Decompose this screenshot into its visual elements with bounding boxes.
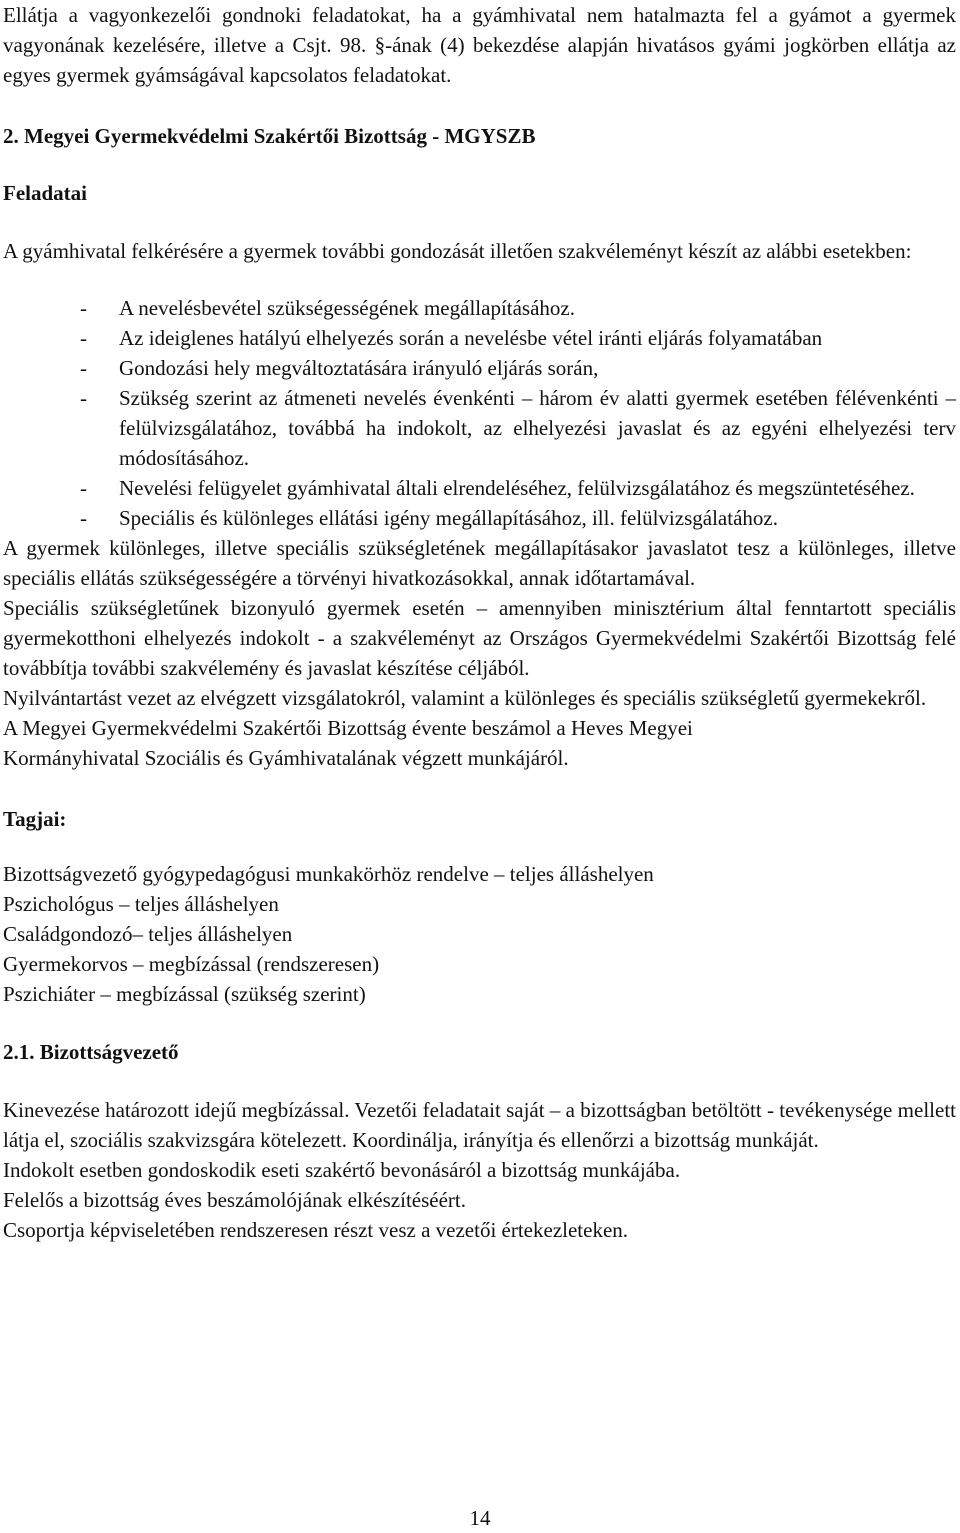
duty-line: Felelős a bizottság éves beszámolójának elkészítéséért.	[3, 1188, 466, 1212]
report-paragraph	[3, 713, 956, 773]
members-heading: Tagjai:	[3, 807, 67, 831]
records-paragraph: Nyilvántartást vezet az elvégzett vizsgálatokról, valamint a különleges és speciális szükségletű gyermekekről.	[3, 686, 927, 710]
intro-paragraph: Ellátja a vagyonkezelői gondnoki feladatokat, ha a gyámhivatal nem hatalmazta fel a gyámot a gyermek vagyonának kezelésére, illetve a Csjt. 98. §-ának (4) bekezdése alapján hivatásos gyámi jogkörben ellátja az egyes gyermek gyámságával kapcsolatos feladatokat.	[3, 3, 956, 87]
list-item: Pszichológus – teljes álláshelyen	[3, 892, 279, 916]
dash-bullet: -	[80, 506, 87, 530]
special-needs-paragraph: A gyermek különleges, illetve speciális szükségletének megállapításakor javaslatot tesz a különleges, illetve speciális ellátás szükségességére a törvényi hivatkozásokkal, annak időtartamával.	[3, 536, 956, 590]
list-item	[3, 503, 956, 533]
head-duties	[3, 1155, 956, 1245]
list-item: Gyermekorvos – megbízással (rendszeresen)	[3, 952, 380, 976]
task-text: Az ideiglenes hatályú elhelyezés során a nevelésbe vétel iránti eljárás folyamatában	[119, 326, 823, 350]
ministry-paragraph: Speciális szükségletűnek bizonyuló gyermek esetén – amennyiben minisztérium által fenntartott speciális gyermekotthoni elhelyezés indokolt - a szakvéleményt az Országos Gyermekvédelmi Szakértői Bizottság felé továbbítja további szakvélemény és javaslat készítése céljából.	[3, 596, 956, 680]
page-number: 14	[469, 1506, 491, 1530]
tasks-intro: A gyámhivatal felkérésére a gyermek további gondozását illetően szakvéleményt készít az alábbi esetekben:	[3, 239, 912, 263]
section-title: 2. Megyei Gyermekvédelmi Szakértői Bizottság - MGYSZB	[3, 124, 536, 148]
duty-line: Indokolt esetben gondoskodik eseti szakértő bevonásáról a bizottság munkájába.	[3, 1158, 681, 1182]
duty-line: Csoportja képviseletében rendszeresen részt vesz a vezetői értekezleteken.	[3, 1218, 629, 1242]
task-text: Speciális és különleges ellátási igény megállapításához, ill. felülvizsgálatához.	[119, 506, 778, 530]
report-line: A Megyei Gyermekvédelmi Szakértői Bizottság évente beszámol a Heves Megyei	[3, 716, 693, 740]
list-item	[3, 323, 956, 353]
list-item: Pszichiáter – megbízással (szükség szerint)	[3, 982, 366, 1006]
task-text: A nevelésbevétel szükségességének megállapításához.	[119, 296, 575, 320]
dash-bullet: -	[80, 296, 87, 320]
list-item	[3, 383, 956, 473]
task-text: Gondozási hely megváltoztatására irányuló eljárás során,	[119, 356, 599, 380]
subsection-title: 2.1. Bizottságvezető	[3, 1040, 179, 1064]
dash-bullet: -	[80, 356, 87, 380]
list-item	[3, 473, 956, 503]
list-item	[3, 353, 956, 383]
document-page	[3, 0, 956, 1245]
report-line: Kormányhivatal Szociális és Gyámhivatalának végzett munkájáról.	[3, 746, 569, 770]
list-item: Bizottságvezető gyógypedagógusi munkakörhöz rendelve – teljes álláshelyen	[3, 862, 654, 886]
head-appointment-paragraph: Kinevezése határozott idejű megbízással. Vezetői feladatait saját – a bizottságban betöltött - tevékenysége mellett látja el, szociális szakvizsgára kötelezett. Koordinálja, irányítja és ellenőrzi a bizottság munkáját.	[3, 1098, 956, 1152]
tasks-heading: Feladatai	[3, 181, 87, 205]
task-text: Szükség szerint az átmeneti nevelés évenkénti – három év alatti gyermek esetében félévenkénti – felülvizsgálatához, továbbá ha indokolt, az elhelyezési javaslat és az egyéni elhelyezési terv módosításához.	[119, 386, 956, 470]
tasks-list	[3, 293, 956, 533]
dash-bullet: -	[80, 476, 87, 500]
dash-bullet: -	[80, 326, 87, 350]
task-text: Nevelési felügyelet gyámhivatal általi elrendeléséhez, felülvizsgálatához és megszüntetéséhez.	[119, 476, 915, 500]
list-item	[3, 293, 956, 323]
list-item: Családgondozó– teljes álláshelyen	[3, 922, 293, 946]
members-list	[3, 859, 956, 1009]
dash-bullet: -	[80, 386, 87, 410]
